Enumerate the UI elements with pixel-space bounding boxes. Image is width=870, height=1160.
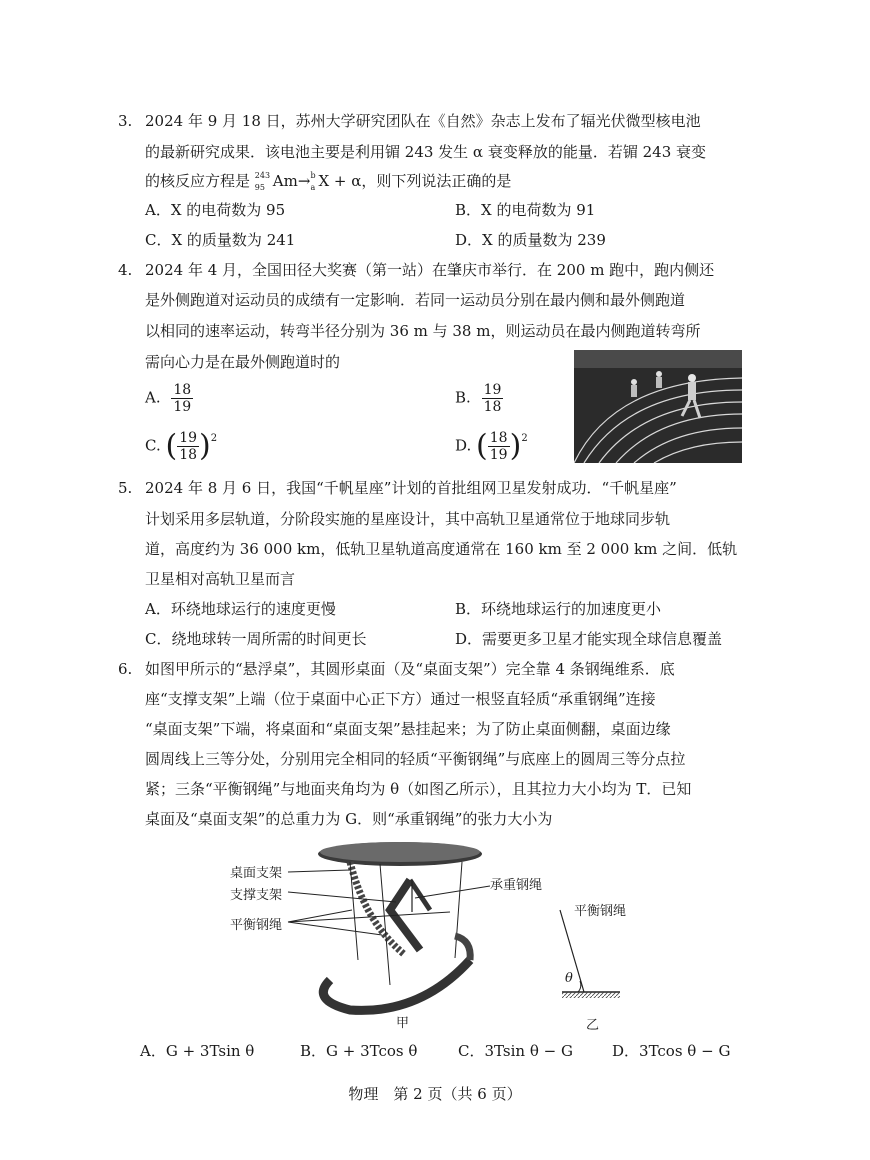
am-mass-number: 243 <box>254 171 271 180</box>
x-mass-number: b <box>310 171 316 180</box>
left-paren: ( <box>165 428 178 464</box>
exponent: 2 <box>521 433 528 444</box>
q6-line2: 座“支撑支架”上端（位于桌面中心正下方）通过一根竖直轻质“承重钢绳”连接 <box>145 690 656 708</box>
fraction-denominator: 19 <box>489 447 508 463</box>
q4-option-b[interactable] <box>455 382 503 415</box>
fraction-denominator: 18 <box>179 447 198 463</box>
q4-option-d-label: D. <box>455 436 472 455</box>
q6-option-d[interactable]: D．3Tcos θ − G <box>612 1042 731 1060</box>
q5-option-a[interactable]: A．环绕地球运行的速度更慢 <box>145 600 336 618</box>
q4-line2: 是外侧跑道对运动员的成绩有一定影响．若同一运动员分别在最内侧和最外侧跑道 <box>145 291 686 309</box>
q6-line5: 紧；三条“平衡钢绳”与地面夹角均为 θ（如图乙所示），且其拉力大小均为 T．已知 <box>145 780 692 798</box>
q3-option-c[interactable]: C．X 的质量数为 241 <box>145 231 296 249</box>
q3-line2: 的最新研究成果．该电池主要是利用镅 243 发生 α 衰变释放的能量．若镅 243 衰变 <box>145 143 707 161</box>
q3-number: 3. <box>118 112 133 130</box>
label-support-frame: 支撑支架 <box>230 888 283 903</box>
x-charge-number: a <box>310 183 316 192</box>
q6-line1: 如图甲所示的“悬浮桌”，其圆形桌面（及“桌面支架”）完全靠 4 条钢绳维系．底 <box>145 660 675 678</box>
q4-option-b-label: B. <box>455 388 471 407</box>
q6-line4: 圆周线上三等分处，分别用完全相同的轻质“平衡钢绳”与底座上的圆周三等分点拉 <box>145 750 686 768</box>
q4-option-c[interactable] <box>145 430 217 463</box>
q3-option-b[interactable]: B．X 的电荷数为 91 <box>455 201 596 219</box>
fraction-numerator: 18 <box>173 382 192 398</box>
left-paren: ( <box>476 428 488 464</box>
q4-number: 4. <box>118 261 133 279</box>
q4-line4: 需向心力是在最外侧跑道时的 <box>145 353 341 371</box>
q3-line1: 2024 年 9 月 18 日，苏州大学研究团队在《自然》杂志上发布了辐光伏微型核电池 <box>145 112 701 130</box>
fraction-numerator: 19 <box>483 382 502 398</box>
label-figure-b: 乙 <box>586 1018 600 1033</box>
am-nuclide <box>255 171 273 193</box>
right-paren: ) <box>509 428 522 464</box>
q6-line6: 桌面及“桌面支架”的总重力为 G．则“承重钢绳”的张力大小为 <box>145 810 553 828</box>
q4-option-c-label: C. <box>145 436 161 455</box>
page-footer: 物理 第 2 页（共 6 页） <box>348 1085 522 1103</box>
track-photo <box>574 350 742 463</box>
q4-option-d-fraction <box>488 430 510 463</box>
q5-option-c[interactable]: C．绕地球转一周所需的时间更长 <box>145 630 367 648</box>
label-theta: θ <box>565 971 573 986</box>
fraction-numerator: 19 <box>179 430 198 446</box>
q4-option-a-label: A. <box>145 388 161 407</box>
q5-option-d[interactable]: D．需要更多卫星才能实现全球信息覆盖 <box>455 630 723 648</box>
q6-figure <box>200 840 640 1040</box>
q4-line3: 以相同的速率运动，转弯半径分别为 36 m 与 38 m，则运动员在最内侧跑道转弯所 <box>145 322 701 340</box>
label-balance-rope: 平衡钢绳 <box>230 918 283 933</box>
x-nuclide <box>310 171 318 193</box>
q5-line4: 卫星相对高轨卫星而言 <box>145 570 296 588</box>
q4-option-b-fraction <box>482 382 504 415</box>
q4-option-a[interactable] <box>145 382 193 415</box>
q3-option-a[interactable]: A．X 的电荷数为 95 <box>145 201 286 219</box>
exponent: 2 <box>210 433 218 444</box>
label-figure-a: 甲 <box>396 1016 410 1031</box>
q6-option-a[interactable]: A．G + 3Tsin θ <box>140 1042 255 1060</box>
am-charge-number: 95 <box>254 183 265 192</box>
right-paren: ) <box>199 428 211 464</box>
q5-line2: 计划采用多层轨道，分阶段实施的星座设计，其中高轨卫星通常位于地球同步轨 <box>145 510 671 528</box>
q6-option-c[interactable]: C．3Tsin θ − G <box>458 1042 573 1060</box>
label-balance-rope-b: 平衡钢绳 <box>574 904 627 919</box>
am-symbol: Am <box>272 172 298 190</box>
q3-line3 <box>145 170 511 193</box>
fraction-numerator: 18 <box>489 430 508 446</box>
q4-option-c-fraction <box>177 430 199 463</box>
q4-option-a-fraction <box>171 382 193 415</box>
q5-line3: 道，高度约为 36 000 km，低轨卫星轨道高度通常在 160 km 至 2 000 km 之间．低轨 <box>145 540 738 558</box>
q4-line1: 2024 年 4 月，全国田径大奖赛（第一站）在肇庆市举行．在 200 m 跑中，跑内侧还 <box>145 261 715 279</box>
q6-line3: “桌面支架”下端，将桌面和“桌面支架”悬挂起来；为了防止桌面侧翻，桌面边缘 <box>145 720 671 738</box>
q6-number: 6. <box>118 660 133 678</box>
q3-line3-rest: X + α，则下列说法正确的是 <box>318 172 512 190</box>
q5-line1: 2024 年 8 月 6 日，我国“千帆星座”计划的首批组网卫星发射成功．“千帆星座” <box>145 479 677 497</box>
fraction-denominator: 18 <box>483 399 502 415</box>
q5-option-b[interactable]: B．环绕地球运行的加速度更小 <box>455 600 662 618</box>
q4-option-d[interactable] <box>455 430 528 463</box>
q3-line3-pre: 的核反应方程是 <box>145 172 251 190</box>
label-desk-frame: 桌面支架 <box>230 866 283 881</box>
arrow-icon: → <box>297 172 311 190</box>
q6-option-b[interactable]: B．G + 3Tcos θ <box>300 1042 418 1060</box>
q5-number: 5. <box>118 479 133 497</box>
fraction-denominator: 19 <box>173 399 192 415</box>
q3-option-d[interactable]: D．X 的质量数为 239 <box>455 231 606 249</box>
label-load-rope: 承重钢绳 <box>490 878 543 893</box>
